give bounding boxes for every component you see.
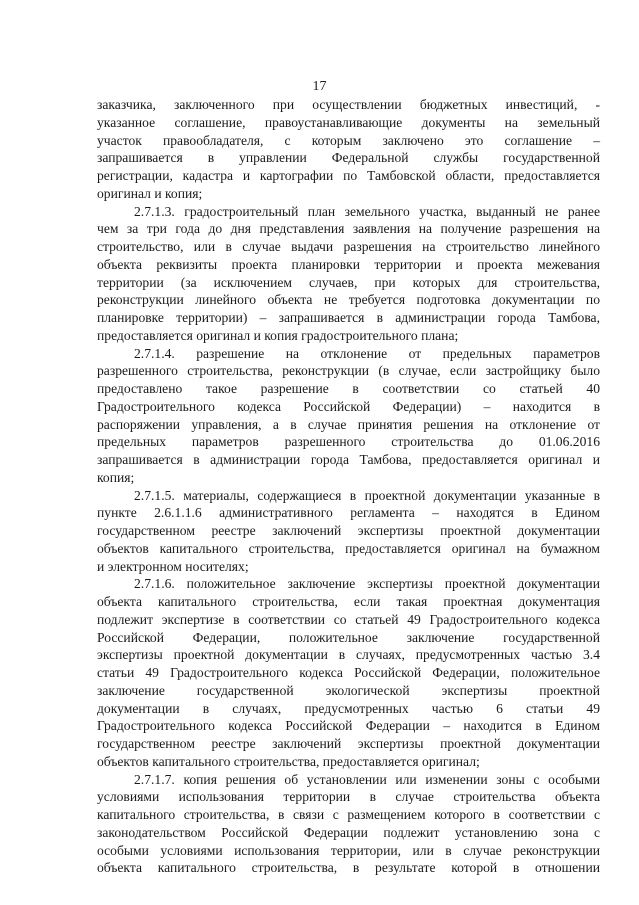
paragraph-first-line: 2.7.1.3. градостроительный план земельного участка, выданный не ранее (134, 203, 600, 219)
paragraph-first-line: 2.7.1.6. положительное заключение экспертизы проектной документации (134, 576, 600, 592)
text-line: предоставляется оригинал и копия градостроительного плана; (97, 327, 459, 343)
text-line: регистрации, кадастра и картографии по Тамбовской области, предоставляется (97, 168, 600, 183)
text-line: реконструкции линейного объекта не требуется подготовка документации по (97, 292, 600, 308)
text-line: распоряжении управления, а в случае принятия решения на отклонение от (97, 416, 600, 432)
text-line: государственном реестре заключений экспертизы проектной документации (97, 736, 600, 751)
text-line: документации в случаях, предусмотренных частью 6 статьи 49 (97, 700, 600, 716)
page-number: 17 (312, 79, 327, 94)
text-line: объекта капитального строительства, в результате которой в отношении (97, 860, 600, 876)
text-line: объектов капитального строительства, предоставляется оригинал; (97, 753, 480, 769)
text-line: и электронном носителях; (97, 558, 249, 574)
text-line: территории (за исключением случаев, при которых для строительства, (97, 274, 600, 290)
document-body (97, 96, 600, 877)
text-line: запрашивается в администрации города Тамбова, предоставляется оригинал и (97, 452, 600, 467)
text-line: объекта реквизиты проекта планировки территории и проекта межевания (97, 256, 600, 272)
text-line: предоставлено такое разрешение в соответствии со статьей 40 (97, 381, 600, 396)
text-line: государственном реестре заключений экспертизы проектной документации (97, 523, 600, 538)
paragraph-first-line: 2.7.1.4. разрешение на отклонение от предельных параметров (134, 345, 600, 361)
paragraph-first-line: 2.7.1.7. копия решения об установлении или изменении зоны с особыми (134, 771, 600, 787)
text-line: копия; (97, 469, 135, 485)
text-line: чем за три года до дня представления заявления на получение разрешения на (97, 221, 600, 237)
text-line: подлежит экспертизе в соответствии со статьей 49 Градостроительного кодекса (97, 611, 600, 627)
text-line: пункте 2.6.1.1.6 административного регламента – находятся в Едином (97, 505, 600, 521)
text-line: экспертизы проектной документации в случаях, предусмотренных частью 3.4 (97, 647, 600, 663)
text-line: объекта капитального строительства, если такая проектная документация (97, 594, 600, 609)
text-line: участок правообладателя, с которым заключено это соглашение – (97, 132, 600, 148)
paragraph-first-line: 2.7.1.5. материалы, содержащиеся в проектной документации указанные в (134, 487, 600, 503)
text-line: запрашивается в управлении Федеральной службы государственной (97, 150, 600, 166)
text-line: указанное соглашение, правоустанавливающие документы на земельный (97, 114, 600, 130)
text-line: заказчика, заключенного при осуществлении бюджетных инвестиций, - (97, 97, 600, 112)
text-line: Российской Федерации, положительное заключение государственной (97, 629, 600, 645)
text-line: статьи 49 Градостроительного кодекса Российской Федерации, положительное (97, 665, 600, 680)
text-line: условиями использования территории в случае строительства объекта (97, 789, 600, 805)
text-line: Градостроительного кодекса Российской Федерации – находится в Едином (97, 718, 600, 734)
text-line: законодательством Российской Федерации подлежит установлению зона с (97, 824, 600, 840)
text-line: Градостроительного кодекса Российской Федерации) – находится в (97, 398, 600, 414)
text-line: разрешенного строительства, реконструкции (в случае, если застройщику было (97, 363, 600, 379)
text-line: оригинал и копия; (97, 185, 203, 201)
text-line: особыми условиями использования территории, или в случае реконструкции (97, 842, 600, 858)
text-line: предельных параметров разрешенного строительства до 01.06.2016 (97, 434, 600, 450)
text-line: капитального строительства, в связи с размещением которого в соответствии с (97, 807, 600, 822)
text-line: заключение государственной экологической экспертизы проектной (97, 682, 600, 698)
text-line: планировке территории) – запрашивается в администрации города Тамбова, (97, 310, 600, 325)
text-line: строительство, или в случае выдачи разрешения на строительство линейного (97, 239, 600, 254)
text-line: объектов капитального строительства, предоставляется оригинал на бумажном (97, 540, 600, 556)
